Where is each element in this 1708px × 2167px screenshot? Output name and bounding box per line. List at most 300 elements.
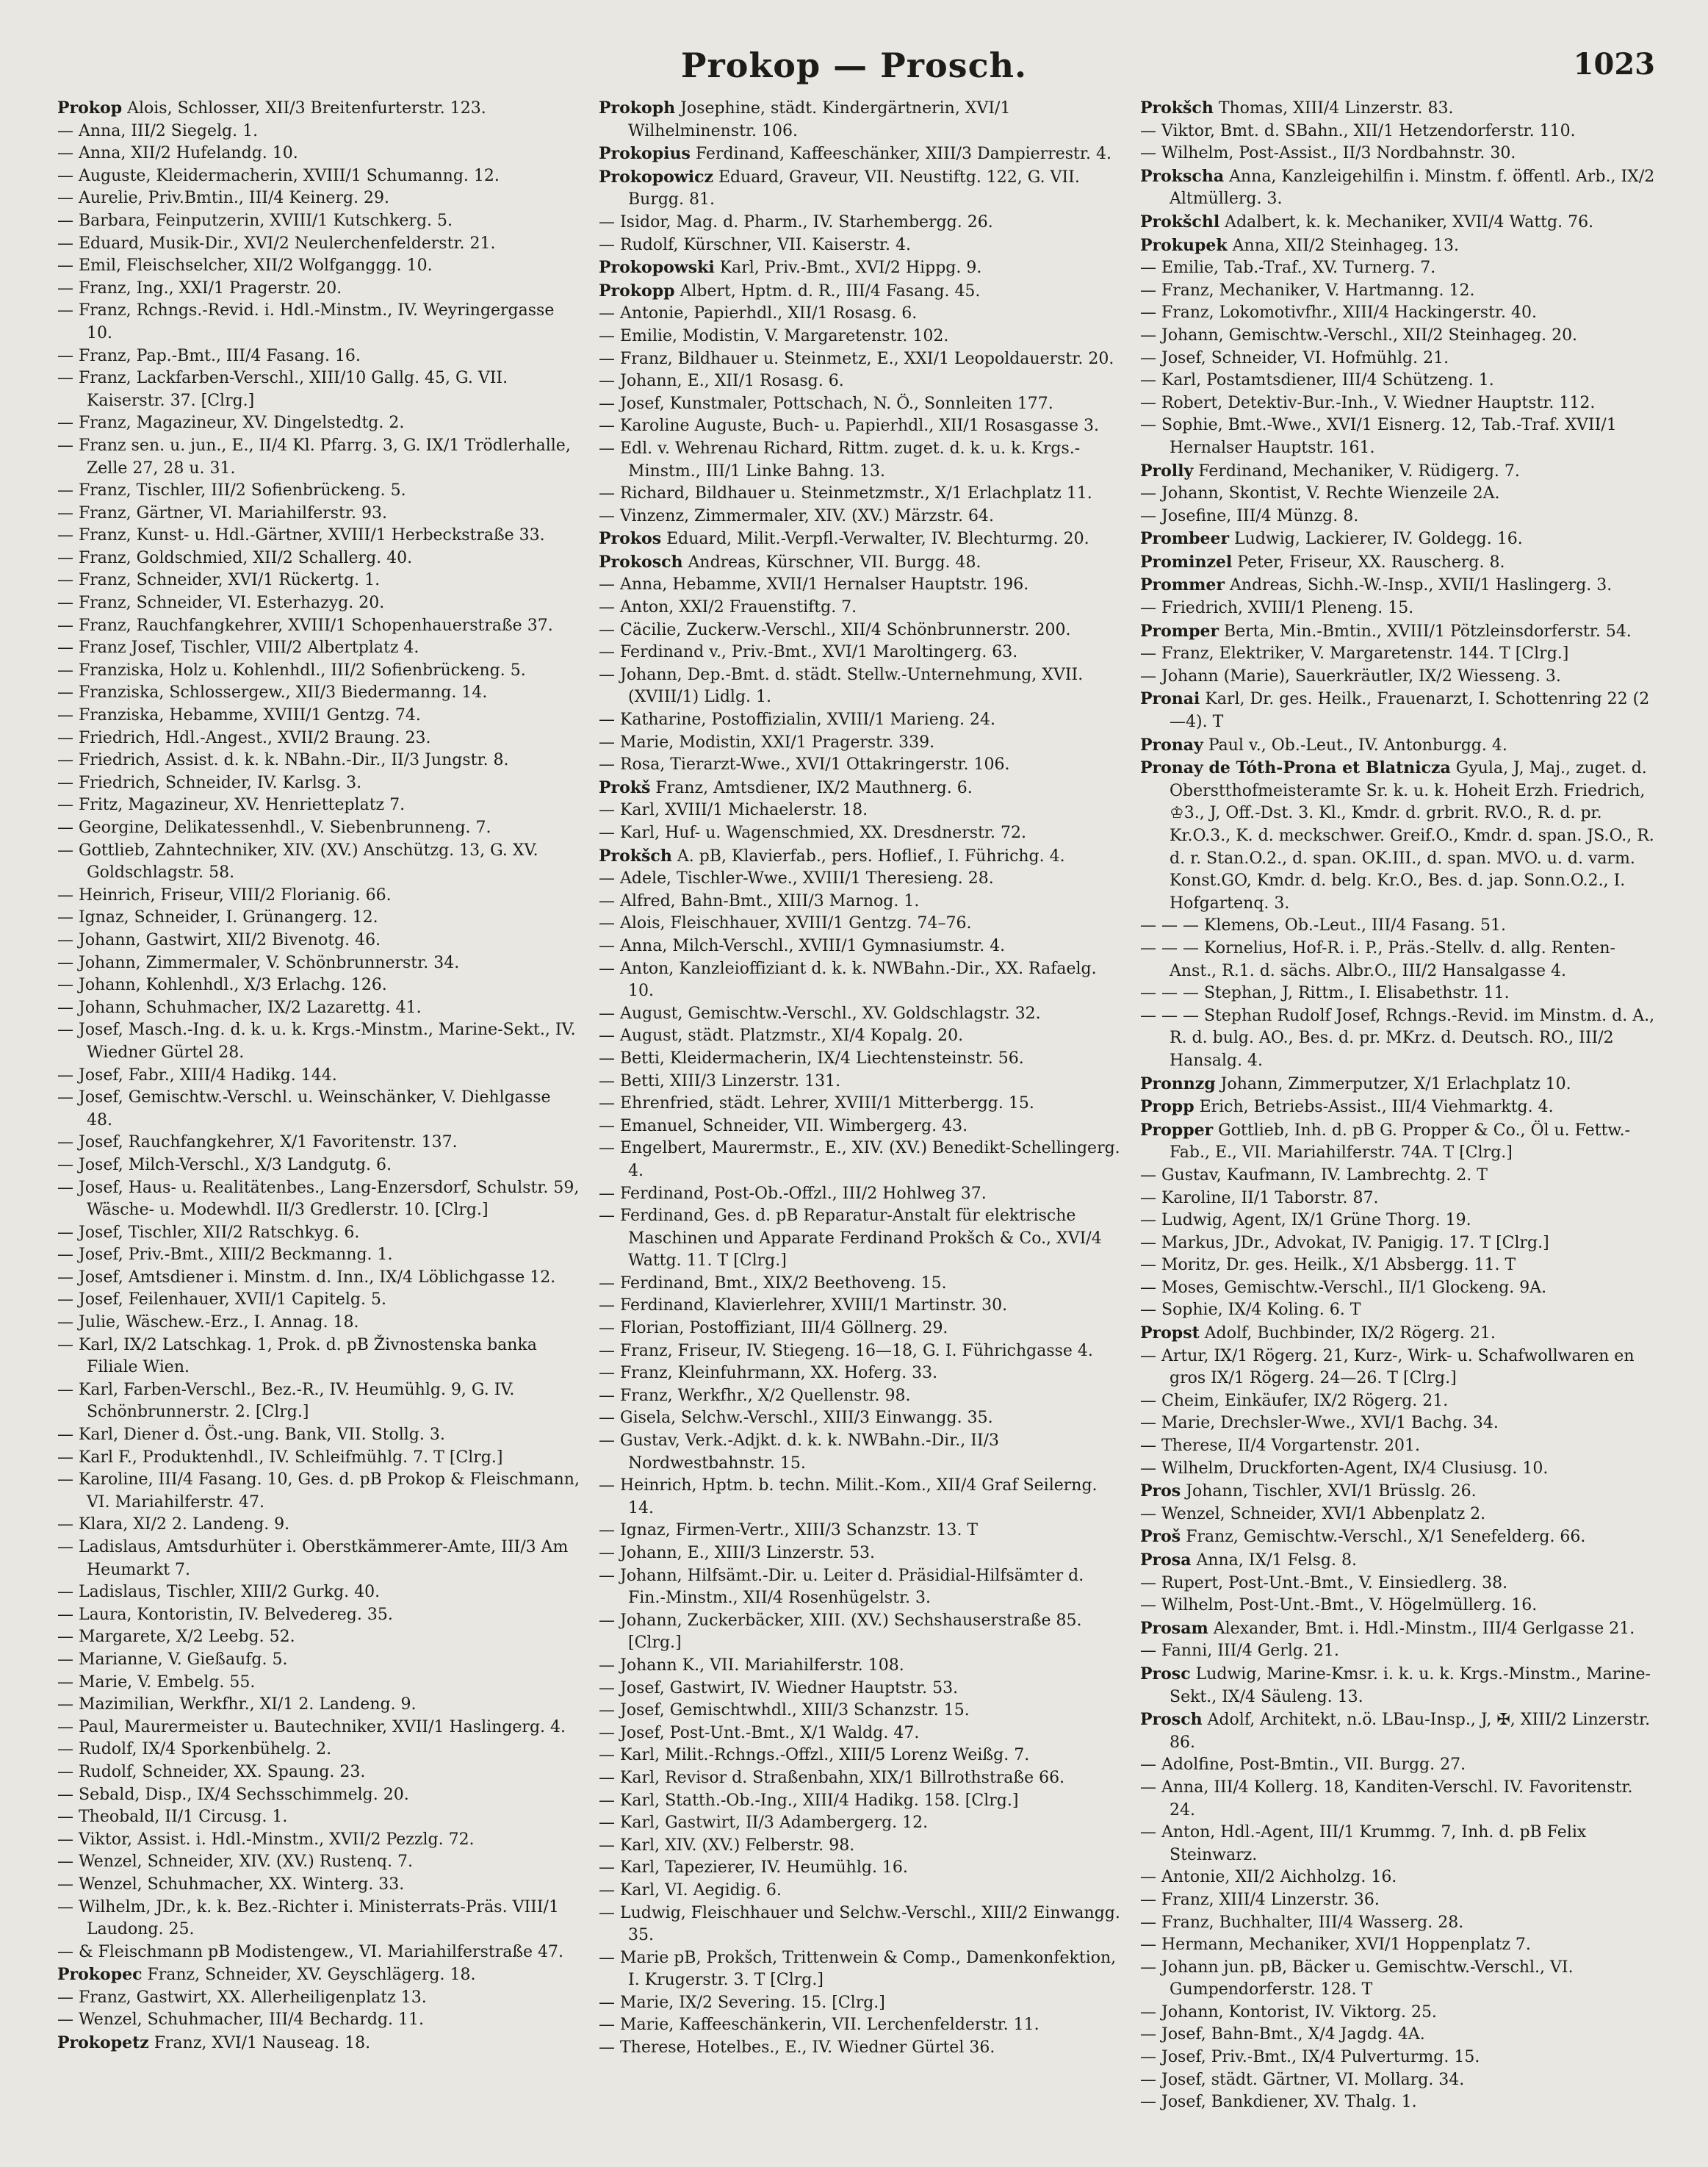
entry-text: — Karl, XIV. (XV.) Felberstr. 98.	[599, 1836, 855, 1855]
entry-text: Gyula, J, Maj., zuget. d. Oberstthofmeisteramte Sr. k. u. k. Hoheit Erzh. Friedrich, ♔3., J, Off.-Dst. 3. Kl., Kmdr. d. grbrit. RV.O., R. d. pr. Kr.O.3., K. d. meckschwer. Greif.O., Kmdr. d. span. JS.O., R. d. r. Stan.O.2., d. span. OK.III., d. span. MVO. u. d. varm. Konst.GO, Kmdr. d. belg. Kr.O., Bes. d. jap. Sonn.O.2., I. Hofgartenq. 3.	[1170, 759, 1654, 913]
entry-text: Anna, XII/2 Steinhageg. 13.	[1227, 236, 1460, 255]
entry-text: — Franz, Buchhalter, III/4 Wasserg. 28.	[1140, 1913, 1464, 1932]
directory-entry	[57, 255, 580, 278]
directory-entry	[57, 233, 580, 256]
entry-text: — Anton, XXI/2 Frauenstiftg. 7.	[599, 598, 857, 617]
directory-entry	[599, 1565, 1121, 1610]
entry-text: — Eduard, Musik-Dir., XVI/2 Neulerchenfelderstr. 21.	[57, 234, 496, 253]
entry-text: — Barbara, Feinputzerin, XVIII/1 Kutschkerg. 5.	[57, 211, 453, 230]
entry-text: Johann, Tischler, XVI/1 Brüsslg. 26.	[1181, 1482, 1477, 1501]
entry-text: — Ferdinand, Bmt., XIX/2 Beethoveng. 15.	[599, 1273, 947, 1293]
directory-entry	[1140, 2046, 1662, 2069]
directory-entry	[599, 1048, 1121, 1071]
entry-text: — Karl, XVIII/1 Michaelerstr. 18.	[599, 801, 868, 820]
entry-text: — Ludwig, Fleischhauer und Selchw.-Verschl., XIII/2 Einwangg. 35.	[599, 1903, 1120, 1945]
directory-entry	[1140, 143, 1662, 165]
running-head: Prokop — Prosch.	[680, 46, 1028, 85]
directory-entry	[57, 1514, 580, 1537]
directory-entry	[57, 1694, 580, 1717]
directory-entry	[57, 1289, 580, 1312]
directory-entry	[1140, 1458, 1662, 1481]
directory-entry	[1140, 1617, 1662, 1641]
entry-text: — Franz, Ing., XXI/1 Pragerstr. 20.	[57, 278, 342, 298]
column-1	[57, 97, 580, 2140]
entry-text: — Karl, Gastwirt, II/3 Adambergerg. 12.	[599, 1814, 929, 1833]
entry-text: — Marie, IX/2 Severing. 15. [Clrg.]	[599, 1993, 885, 2012]
directory-entry	[599, 256, 1121, 280]
directory-entry	[1140, 574, 1662, 597]
directory-entry	[57, 1177, 580, 1222]
directory-entry	[1140, 1277, 1662, 1300]
entry-text: Josephine, städt. Kindergärtnerin, XVI/1 Wilhelminenstr. 106.	[628, 99, 1011, 140]
directory-entry	[57, 1132, 580, 1154]
entry-text: — Moritz, Dr. ges. Heilk., X/1 Absbergg. 11. T	[1140, 1256, 1516, 1275]
surname-heading: Prolly	[1140, 461, 1194, 481]
directory-entry	[599, 1744, 1121, 1767]
entry-text: — — — Stephan, J, Rittm., I. Elisabethstr. 11.	[1140, 984, 1510, 1003]
entry-text: — Johann, Hilfsämt.-Dir. u. Leiter d. Präsidial-Hilfsämter d. Fin.-Minstm., XII/4 Rosenhügelstr. 3.	[599, 1566, 1084, 1608]
directory-entry	[1140, 1889, 1662, 1912]
directory-entry	[1140, 1187, 1662, 1210]
directory-entry	[1140, 688, 1662, 733]
column-3	[1140, 97, 1662, 2140]
directory-entry	[1140, 938, 1662, 982]
entry-text: — Rosa, Tierarzt-Wwe., XVI/1 Ottakringerstr. 106.	[599, 755, 1010, 775]
directory-entry	[1140, 528, 1662, 551]
directory-entry	[57, 907, 580, 930]
entry-text: — Emilie, Modistin, V. Margaretenstr. 102.	[599, 326, 949, 345]
entry-text: — Rudolf, Schneider, XX. Spaung. 23.	[57, 1762, 366, 1781]
directory-entry	[57, 1312, 580, 1334]
entry-text: — Betti, Kleidermacherin, IX/4 Liechtensteinstr. 56.	[599, 1049, 1024, 1068]
surname-heading: Prokšch	[1140, 98, 1214, 118]
directory-entry	[57, 1941, 580, 1964]
entry-text: — Karl, VI. Aegidig. 6.	[599, 1880, 782, 1900]
entry-text: — Engelbert, Maurermstr., E., XIV. (XV.) Benedikt-Schellingerg. 4.	[599, 1139, 1120, 1180]
surname-heading: Prosa	[1140, 1550, 1192, 1570]
entry-text: — Rudolf, IX/4 Sporkenbühelg. 2.	[57, 1740, 332, 1759]
entry-text: — Josefine, III/4 Münzg. 8.	[1140, 506, 1359, 525]
surname-heading: Pros	[1140, 1481, 1181, 1501]
surname-heading: Pronay	[1140, 735, 1203, 755]
directory-entry	[1140, 211, 1662, 234]
directory-entry	[57, 952, 580, 975]
entry-text: — Alfred, Bahn-Bmt., XIII/3 Marnog. 1.	[599, 891, 920, 910]
directory-entry	[1140, 1777, 1662, 1822]
surname-heading: Prokosch	[599, 552, 683, 572]
directory-entry	[1140, 392, 1662, 415]
directory-entry	[1140, 325, 1662, 348]
entry-text: — Johann, E., XII/1 Rosasg. 6.	[599, 372, 844, 391]
directory-entry	[57, 187, 580, 210]
entry-text: — Wenzel, Schuhmacher, III/4 Bechardg. 11.	[57, 2010, 425, 2030]
surname-heading: Prombeer	[1140, 529, 1230, 549]
directory-entry	[599, 280, 1121, 303]
entry-text: — Alois, Fleischhauer, XVIII/1 Gentzg. 74–76.	[599, 914, 972, 933]
entry-text: Gottlieb, Inh. d. pB G. Propper & Co., Öl u. Fettw.-Fab., E., VII. Mariahilferstr. 74A. T [Clrg.]	[1170, 1121, 1631, 1162]
directory-entry	[57, 1874, 580, 1897]
entry-text: Ferdinand, Kaffeeschänker, XIII/3 Dampierrestr. 4.	[690, 145, 1111, 164]
entry-text: — Josef, Tischler, XII/2 Ratschkyg. 6.	[57, 1223, 360, 1242]
entry-text: — Sebald, Disp., IX/4 Sechsschimmelg. 20.	[57, 1785, 409, 1804]
entry-text: — Karl, Farben-Verschl., Bez.-R., IV. Heumühlg. 9, G. IV. Schönbrunnerstr. 2. [Clrg.]	[57, 1380, 515, 1422]
entry-text: — Friedrich, XVIII/1 Pleneng. 15.	[1140, 599, 1414, 618]
entry-text: Albert, Hptm. d. R., III/4 Fasang. 45.	[674, 281, 981, 301]
directory-entry	[1140, 1525, 1662, 1549]
directory-entry	[57, 503, 580, 525]
directory-entry	[1140, 1073, 1662, 1096]
directory-entry	[1140, 414, 1662, 459]
directory-entry	[1140, 257, 1662, 280]
directory-entry	[1140, 915, 1662, 938]
entry-text: Franz, Amtsdiener, IX/2 Mauthnerg. 6.	[650, 778, 973, 797]
entry-text: — Franz, Lackfarben-Verschl., XIII/10 Gallg. 45, G. VII. Kaiserstr. 37. [Clrg.]	[57, 369, 508, 410]
entry-text: Andreas, Kürschner, VII. Burgg. 48.	[682, 553, 981, 572]
directory-entry	[599, 709, 1121, 732]
entry-text: — Ladislaus, Tischler, XIII/2 Gurkg. 40.	[57, 1583, 381, 1602]
directory-entry	[1140, 1005, 1662, 1073]
directory-entry	[599, 348, 1121, 371]
directory-entry	[599, 574, 1121, 597]
entry-text: — Karl F., Produktenhdl., IV. Schleifmühlg. 7. T [Clrg.]	[57, 1448, 503, 1467]
directory-entry	[57, 817, 580, 840]
directory-entry	[599, 1947, 1121, 1992]
directory-entry	[599, 1273, 1121, 1295]
entry-text: — Josef, Haus- u. Realitätenbes., Lang-Enzersdorf, Schulstr. 59, Wäsche- u. Modewhdl. II/3 Gredlerstr. 10. [Clrg.]	[57, 1178, 580, 1220]
directory-entry	[57, 1244, 580, 1267]
entry-text: — Heinrich, Hptm. b. techn. Milit.-Kom., XII/4 Graf Seilerng. 14.	[599, 1476, 1098, 1517]
entry-text: — Josef, Post-Unt.-Bmt., X/1 Waldg. 47.	[599, 1723, 920, 1742]
entry-text: — Josef, Schneider, VI. Hofmühlg. 21.	[1140, 348, 1449, 367]
entry-text: — Rudolf, Kürschner, VII. Kaiserstr. 4.	[599, 235, 912, 254]
entry-text: — Sophie, IX/4 Koling. 6. T	[1140, 1301, 1361, 1320]
directory-entry	[1140, 1254, 1662, 1277]
entry-text: — Franz, Rauchfangkehrer, XVIII/1 Schopenhauerstraße 37.	[57, 616, 553, 635]
directory-entry	[599, 234, 1121, 257]
surname-heading: Prokopetz	[57, 2033, 149, 2053]
entry-text: — Artur, IX/1 Rögerg. 21, Kurz-, Wirk- u. Schafwollwaren en gros IX/1 Rögerg. 24—26. T [Clrg.]	[1140, 1346, 1635, 1388]
entry-text: — Therese, II/4 Vorgartenstr. 201.	[1140, 1437, 1421, 1456]
directory-entry	[599, 799, 1121, 822]
entry-text: — Josef, städt. Gärtner, VI. Mollarg. 34.	[1140, 2070, 1465, 2089]
directory-entry	[57, 1626, 580, 1649]
entry-text: — Wilhelm, JDr., k. k. Bez.-Richter i. Ministerrats-Präs. VIII/1 Laudong. 25.	[57, 1897, 559, 1939]
entry-text: — Paul, Maurermeister u. Bautechniker, XVII/1 Haslingerg. 4.	[57, 1717, 566, 1736]
entry-text: — Karl, Postamtsdiener, III/4 Schützeng. 1.	[1140, 371, 1494, 390]
entry-text: — Johann, Gastwirt, XII/2 Bivenotg. 46.	[57, 930, 381, 949]
surname-heading: Prokop	[57, 98, 123, 118]
directory-entry	[1140, 1322, 1662, 1345]
directory-entry	[599, 370, 1121, 393]
entry-text: — Josef, Amtsdiener i. Minstm. d. Inn., IX/4 Löblichgasse 12.	[57, 1268, 556, 1287]
directory-entry	[599, 143, 1121, 166]
directory-entry	[57, 1717, 580, 1739]
entry-text: — August, Gemischtw.-Verschl., XV. Goldschlagstr. 32.	[599, 1004, 1041, 1023]
entry-text: — Josef, Feilenhauer, XVII/1 Capitelg. 5.	[57, 1290, 386, 1309]
entry-text: — Josef, Kunstmaler, Pottschach, N. Ö., Sonnleiten 177.	[599, 394, 1053, 413]
entry-text: — Franziska, Holz u. Kohlenhdl., III/2 Sofienbrückeng. 5.	[57, 661, 526, 680]
directory-entry	[599, 1071, 1121, 1093]
directory-entry	[599, 1880, 1121, 1902]
directory-entry	[1140, 460, 1662, 484]
entry-text: — Josef, Gastwirt, IV. Wiedner Hauptstr. 53.	[599, 1678, 959, 1697]
entry-text: — Mazimilian, Werkfhr., XI/1 2. Landeng. 9.	[57, 1695, 417, 1714]
entry-text: — Josef, Priv.-Bmt., XIII/2 Beckmanng. 1.	[57, 1246, 393, 1265]
entry-text: Franz, Gemischtw.-Verschl., X/1 Senefelderg. 66.	[1181, 1528, 1586, 1547]
surname-heading: Prosc	[1140, 1664, 1191, 1683]
entry-text: — Anton, Hdl.-Agent, III/1 Krummg. 7, Inh. d. pB Felix Steinwarz.	[1140, 1823, 1587, 1864]
entry-text: — Franz, Gastwirt, XX. Allerheiligenplatz 13.	[57, 1988, 427, 2007]
entry-text: — Vinzenz, Zimmermaler, XIV. (XV.) Märzstr. 64.	[599, 506, 994, 525]
directory-entry	[1140, 982, 1662, 1005]
directory-entry	[599, 1812, 1121, 1835]
entry-text: Ferdinand, Mechaniker, V. Rüdigerg. 7.	[1193, 461, 1520, 481]
entry-text: — Anna, XII/2 Hufelandg. 10.	[57, 144, 298, 163]
directory-entry	[57, 772, 580, 795]
directory-entry	[599, 732, 1121, 755]
directory-entry	[57, 727, 580, 750]
entry-text: — & Fleischmann pB Modistengew., VI. Mariahilferstraße 47.	[57, 1942, 564, 1961]
directory-entry	[599, 326, 1121, 348]
surname-heading: Propper	[1140, 1120, 1214, 1140]
directory-entry	[1140, 1096, 1662, 1119]
surname-heading: Prokš	[599, 777, 651, 797]
entry-text: — Aurelie, Priv.Bmtin., III/4 Keinerg. 29.	[57, 189, 390, 208]
directory-entry	[1140, 757, 1662, 915]
directory-entry	[57, 1379, 580, 1424]
directory-entry	[1140, 121, 1662, 143]
entry-text: — Markus, JDr., Advokat, IV. Panigig. 17. T [Clrg.]	[1140, 1233, 1549, 1252]
directory-entry	[599, 754, 1121, 777]
entry-text: Ludwig, Marine-Kmsr. i. k. u. k. Krgs.-Minstm., Marine-Sekt., IX/4 Säuleng. 13.	[1170, 1664, 1651, 1706]
entry-text: — Auguste, Kleidermacherin, XVIII/1 Schumanng. 12.	[57, 166, 500, 185]
surname-heading: Prosam	[1140, 1618, 1208, 1638]
entry-text: Karl, Priv.-Bmt., XVI/2 Hippg. 9.	[714, 259, 982, 278]
directory-entry	[599, 1138, 1121, 1182]
surname-heading: Prokšch	[599, 846, 672, 866]
directory-entry	[599, 1520, 1121, 1542]
entry-text: — Wilhelm, Druckforten-Agent, IX/4 Clusiusg. 10.	[1140, 1459, 1549, 1478]
directory-entry	[1140, 734, 1662, 758]
directory-entry	[599, 845, 1121, 869]
directory-entry	[57, 1761, 580, 1784]
entry-text: — Ehrenfried, städt. Lehrer, XVIII/1 Mitterbergg. 15.	[599, 1094, 1034, 1113]
directory-entry	[57, 143, 580, 165]
directory-entry	[1140, 165, 1662, 211]
directory-entry	[57, 97, 580, 121]
directory-entry	[599, 1362, 1121, 1385]
directory-entry	[599, 483, 1121, 506]
entry-text: — Theobald, II/1 Circusg. 1.	[57, 1808, 288, 1827]
directory-entry	[599, 1407, 1121, 1430]
directory-entry	[1140, 483, 1662, 506]
surname-heading: Prokopec	[57, 1965, 143, 1985]
entry-text: Karl, Dr. ges. Heilk., Frauenarzt, I. Schottenring 22 (2—4). T	[1170, 690, 1650, 732]
surname-heading: Prominzel	[1140, 552, 1233, 572]
directory-entry	[599, 1025, 1121, 1048]
directory-entry	[599, 1542, 1121, 1565]
entry-text: Adalbert, k. k. Mechaniker, XVII/4 Wattg. 76.	[1219, 212, 1594, 231]
surname-heading: Promper	[1140, 621, 1219, 641]
entry-text: — Franz, XIII/4 Linzerstr. 36.	[1140, 1890, 1380, 1909]
directory-entry	[57, 1334, 580, 1379]
entry-text: — Josef, Milch-Verschl., X/3 Landgutg. 6.	[57, 1155, 392, 1174]
directory-entry	[599, 1475, 1121, 1520]
directory-entry	[57, 794, 580, 817]
directory-entry	[599, 166, 1121, 212]
entry-text: — Rupert, Post-Unt.-Bmt., V. Einsiedlerg. 38.	[1140, 1573, 1508, 1592]
entry-text: Franz, Schneider, XV. Geyschlägerg. 18.	[142, 1966, 476, 1985]
entry-text: — Johann K., VII. Mariahilferstr. 108.	[599, 1656, 904, 1675]
directory-entry	[599, 642, 1121, 664]
directory-entry	[1140, 280, 1662, 303]
directory-entry	[599, 212, 1121, 234]
directory-entry	[599, 822, 1121, 845]
entry-text: — Emil, Fleischselcher, XII/2 Wolfganggg. 10.	[57, 256, 433, 276]
directory-entry	[57, 1649, 580, 1672]
surname-heading: Propst	[1140, 1323, 1200, 1343]
entry-text: — Ladislaus, Amtsdurhüter i. Oberstkämmerer-Amte, III/3 Am Heumarkt 7.	[57, 1538, 569, 1579]
entry-text: — Marie, Modistin, XXI/1 Pragerstr. 339.	[599, 733, 935, 752]
directory-entry	[1140, 1934, 1662, 1957]
entry-text: — Franz, Kleinfuhrmann, XX. Hoferg. 33.	[599, 1364, 938, 1383]
directory-entry	[599, 551, 1121, 575]
entry-text: — Johann, Kontorist, IV. Viktorg. 25.	[1140, 2002, 1437, 2022]
directory-entry	[1140, 302, 1662, 325]
entry-text: — Gottlieb, Zahntechniker, XIV. (XV.) Anschützg. 13, G. XV. Goldschlagstr. 58.	[57, 841, 538, 883]
directory-entry	[57, 1581, 580, 1604]
directory-entry	[599, 935, 1121, 958]
surname-heading: Prokopius	[599, 144, 691, 164]
entry-text: — Isidor, Mag. d. Pharm., IV. Starhembergg. 26.	[599, 212, 993, 231]
directory-entry	[599, 1835, 1121, 1858]
entry-text: — Karoline, II/1 Taborstr. 87.	[1140, 1188, 1379, 1207]
entry-text: Berta, Min.-Bmtin., XVIII/1 Pötzleinsdorferstr. 54.	[1219, 622, 1632, 641]
entry-text: — Karl, Statth.-Ob.-Ing., XIII/4 Hadikg. 158. [Clrg.]	[599, 1791, 1019, 1810]
directory-entry	[1140, 666, 1662, 689]
directory-entry	[1140, 1119, 1662, 1165]
entry-text: — Ignaz, Schneider, I. Grünangerg. 12.	[57, 908, 378, 927]
entry-text: — Fanni, III/4 Gerlg. 21.	[1140, 1642, 1339, 1661]
entry-text: — Ignaz, Firmen-Vertr., XIII/3 Schanzstr. 13. T	[599, 1521, 979, 1540]
entry-text: — Marie, Drechsler-Wwe., XVI/1 Bachg. 34.	[1140, 1414, 1499, 1433]
page-number: 1023	[1573, 47, 1655, 82]
directory-entry	[1140, 2024, 1662, 2046]
directory-entry	[1140, 2069, 1662, 2092]
directory-entry	[1140, 620, 1662, 644]
directory-entry	[57, 278, 580, 301]
entry-text: — Karl, Diener d. Öst.-ung. Bank, VII. Stollg. 3.	[57, 1426, 445, 1445]
surname-heading: Prokopowski	[599, 258, 715, 278]
entry-text: — Josef, Masch.-Ing. d. k. u. k. Krgs.-Minstm., Marine-Sekt., IV. Wiedner Gürtel 28.	[57, 1021, 576, 1062]
directory-entry	[57, 660, 580, 683]
entry-text: — Josef, Bahn-Bmt., X/4 Jagdg. 4A.	[1140, 2025, 1425, 2044]
entry-text: Johann, Zimmerputzer, X/1 Erlachplatz 10.	[1215, 1074, 1571, 1093]
entry-text: Alexander, Bmt. i. Hdl.-Minstm., III/4 Gerlgasse 21.	[1208, 1619, 1635, 1638]
directory-entry	[57, 165, 580, 188]
entry-text: — Karl, IX/2 Latschkag. 1, Prok. d. pB Živnostenska banka Filiale Wien.	[57, 1335, 537, 1377]
entry-text: — Emanuel, Schneider, VII. Wimbergerg. 43.	[599, 1116, 968, 1135]
entry-text: — Johann, Kohlenhdl., X/3 Erlachg. 126.	[57, 976, 387, 995]
directory-entry	[599, 619, 1121, 642]
directory-entry	[57, 592, 580, 615]
directory-entry	[599, 1385, 1121, 1408]
directory-entry	[1140, 1299, 1662, 1322]
entry-text: — Johann, Zimmermaler, V. Schönbrunnerstr. 34.	[57, 953, 460, 972]
entry-text: — Josef, Gemischtw.-Verschl. u. Weinschänker, V. Diehlgasse 48.	[57, 1088, 551, 1129]
entry-text: — Franz, Friseur, IV. Stiegeng. 16—18, G. I. Führichgasse 4.	[599, 1341, 1093, 1360]
entry-text: Eduard, Graveur, VII. Neustiftg. 122, G. VII. Burgg. 81.	[628, 168, 1080, 209]
directory-entry	[57, 930, 580, 952]
columns	[57, 97, 1662, 2140]
entry-text: — — — Kornelius, Hof-R. i. P., Präs.-Stellv. d. allg. Renten-Anst., R.1. d. sächs. Albr.O., III/2 Hansalgasse 4.	[1140, 938, 1615, 980]
directory-entry	[57, 615, 580, 638]
directory-entry	[599, 868, 1121, 891]
directory-entry	[1140, 1345, 1662, 1390]
directory-entry	[1140, 1708, 1662, 1754]
directory-entry	[599, 1857, 1121, 1880]
directory-entry	[599, 2037, 1121, 2060]
directory-entry	[1140, 1390, 1662, 1413]
entry-text: — Franz, Magazineur, XV. Dingelstedtg. 2.	[57, 414, 405, 433]
entry-text: Thomas, XIII/4 Linzerstr. 83.	[1213, 99, 1454, 118]
directory-entry	[1140, 1866, 1662, 1889]
directory-entry	[1140, 1165, 1662, 1187]
surname-heading: Propp	[1140, 1097, 1194, 1117]
directory-entry	[1140, 551, 1662, 575]
directory-entry	[1140, 2002, 1662, 2024]
directory-entry	[57, 2009, 580, 2032]
directory-entry	[599, 1700, 1121, 1722]
entry-text: — Franz sen. u. jun., E., II/4 Kl. Pfarrg. 3, G. IX/1 Trödlerhalle, Zelle 27, 28 u. 31.	[57, 436, 571, 478]
surname-heading: Prommer	[1140, 575, 1225, 595]
entry-text: — Fritz, Magazineur, XV. Henrietteplatz 7.	[57, 796, 406, 815]
entry-text: — Betti, XIII/3 Linzerstr. 131.	[599, 1071, 841, 1090]
directory-entry	[1140, 643, 1662, 666]
directory-entry	[57, 705, 580, 727]
entry-text: — Anna, III/2 Siegelg. 1.	[57, 121, 259, 140]
directory-entry	[57, 1065, 580, 1088]
entry-text: — Anna, Milch-Verschl., XVIII/1 Gymnasiumstr. 4.	[599, 936, 1006, 955]
directory-entry	[57, 367, 580, 412]
directory-entry	[599, 958, 1121, 1003]
entry-text: — Edl. v. Wehrenau Richard, Rittm. zuget. d. k. u. k. Krgs.-Minstm., III/1 Linke Bahng. 13.	[599, 439, 1081, 481]
entry-text: — Franz, Gärtner, VI. Mariahilferstr. 93.	[57, 503, 387, 522]
directory-entry	[599, 1318, 1121, 1340]
directory-entry	[57, 210, 580, 233]
directory-entry	[57, 300, 580, 345]
entry-text: — Anna, Hebamme, XVII/1 Hernalser Hauptstr. 196.	[599, 575, 1029, 594]
entry-text: — Josef, Fabr., XIII/4 Hadikg. 144.	[57, 1065, 337, 1085]
entry-text: Alois, Schlosser, XII/3 Breitenfurterstr. 123.	[122, 99, 486, 118]
entry-text: — Marie pB, Prokšch, Trittenwein & Comp., Damenkonfektion, I. Krugerstr. 3. T [Clrg.]	[599, 1948, 1117, 1990]
directory-entry	[57, 121, 580, 143]
entry-text: — Friedrich, Schneider, IV. Karlsg. 3.	[57, 773, 362, 792]
directory-entry	[57, 1784, 580, 1807]
column-2	[599, 97, 1121, 2140]
entry-text: — Friedrich, Assist. d. k. k. NBahn.-Dir., II/3 Jungstr. 8.	[57, 751, 509, 770]
directory-entry	[57, 750, 580, 772]
directory-entry	[599, 415, 1121, 438]
directory-entry	[57, 480, 580, 503]
entry-text: Erich, Betriebs-Assist., III/4 Viehmarktg. 4.	[1194, 1098, 1554, 1117]
entry-text: — Friedrich, Hdl.-Angest., XVII/2 Braung. 23.	[57, 728, 431, 747]
directory-entry	[57, 1447, 580, 1470]
surname-heading: Pronay de Tóth-Prona et Blatnicza	[1140, 758, 1451, 778]
directory-entry	[1140, 1210, 1662, 1232]
directory-entry	[599, 97, 1121, 143]
entry-text: — Franz, Pap.-Bmt., III/4 Fasang. 16.	[57, 346, 361, 365]
